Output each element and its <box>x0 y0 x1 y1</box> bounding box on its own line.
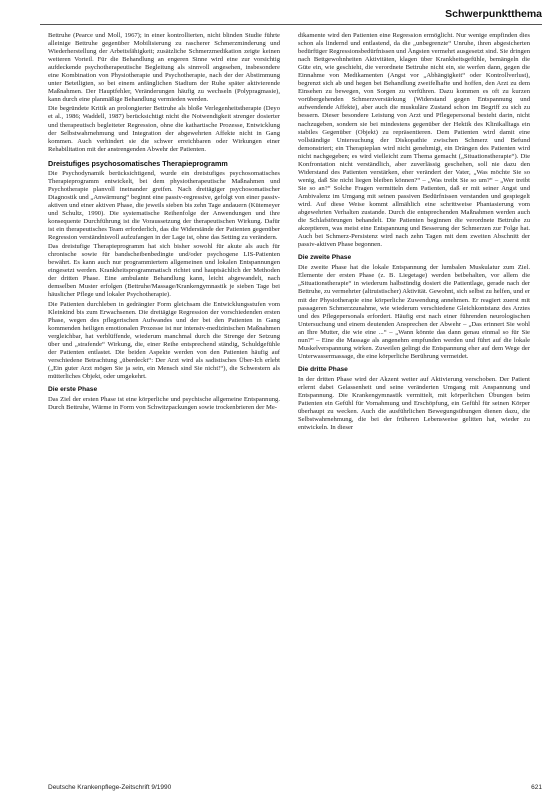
subheading-second-phase: Die zweite Phase <box>298 254 352 262</box>
paragraph: In der dritten Phase wird der Akzent weiter auf Aktivierung verschoben. Der Patient erlernt dabei Gelassenheit und seine veränderten Umgang mit Anspannung und Entspannung. Die Krankengymnastik vermittelt, mit körperlichen Übungen beim Patienten ein Gefühl für Vornahmung und Erschöpfung, ein Gefühl für seinen Körper überhaupt zu wecken. Auch die ausführlichen Bewegungsübungen dienen dazu, die Selbstwahrnehmung, die bei der früheren Lebensweise gelitten hat, wieder zu entwickeln. In dieser <box>298 375 530 432</box>
paragraph: Die Psychodynamik berücksichtigend, wurde ein dreistufiges psychosomatisches Therapieprogramm entwickelt, bei dem physiotherapeutische Maßnahmen und Psychotherapie planvoll ineinander greifen. Nach dreitägiger psychosomatischer Diagnostik und „Anwärmung“ beginnt eine passiv-regressive, gefolgt von einer passiv-aktiven und einer aktiven Phase, die jeweils sieben bis zehn Tage andauern (Kütemeyer und Schultz, 1990). Die systematische Reihenfolge der Anwendungen und ihre konsequente Durchführung ist die Voraussetzung der therapeutischen Wirkung. Dafür ist ein therapeutisches Team erforderlich, das die Widerstände der Patienten gegenüber Regression verständnisvoll aufzufangen in der Lage ist, ohne das Setting zu verändern. <box>48 169 280 242</box>
header-rule <box>40 24 542 25</box>
paragraph: Das Ziel der ersten Phase ist eine körperliche und psychische allgemeine Entspannung. Durch Bettruhe, Wärme in Form von Schwitzpackungen sowie trockenbrieren der Me- <box>48 396 280 412</box>
paragraph: Die Patienten durchleben in gedrängter Form gleichsam die Entwicklungsstufen vom Kleinkind bis zum Erwachsenen. Die dreitägige Regression der vorschiedenden ersten Phase, wegen des pflegerischen Aufwandes und der bei den Patienten in Gang kommenden heiligen emotionalen Prozesse ist nur intensiv-medizinischen Maßnahmen vergleichbar, hat verblüffende, wiederum manchmal durch die Strenge der Setzung über und „strafende“ Wirkung, die, einer Reihe entsprechend ständig, Schuldgefühle der Patienten entlastet. Die beiden Aspekte werden von den Patienten häufig auf verschiedene Betrachtung „überdeckt“: Der Arzt wird als sadistisches Über-Ich erlebt („Ein guter Arzt mögen Sie ja sein, ein Mensch sind Sie nicht!“), die Schwestern als mütterliches Objekt, oder umgekehrt. <box>48 300 280 380</box>
journal-citation: Deutsche Krankenpflege-Zeitschrift 9/1990 <box>48 784 172 791</box>
section-title: Schwerpunktthema <box>445 8 542 20</box>
page-header <box>0 0 556 30</box>
section-heading: Dreistufiges psychosomatisches Therapieprogramm <box>48 158 228 168</box>
left-column <box>48 32 280 413</box>
paragraph: dikamente wird den Patienten eine Regression ermöglicht. Nur wenige empfinden dies schon als lindernd und entlastend, da die „unbegrenzte“ Unruhe, ihren abgesicherten bedürftiger Regressionsbedürfnissen und Ängsten vermehrt ausgesetzt sind. Sie dringen nach Bettgewohnheiten Aktivitäten, klagen über Krankheitsgefühle, bemängeln die Güte ein, wie geschieht, die verordnete Bettruhe nicht ein, sie werfen dann, gegen die Einnahme von Medikamenten (Angst vor „Abhängigkeit“ oder Kontrollverlust), begrenzt sich ab und hegen bei Behandlung zweifelhafte und hoffen, den Arzt zu dem Einsehen zu bewegen, von Sorgen zu verführen. Dazu kommen es oft zu kurzen vorübergehenden Schmerzverstärkung (Widerstand gegen Entspannung und aufwendende Affekte), aber auch die muskuläre Zustand schon im Begriff zu sich zu bessern. Dieser besondere Leistung von Arzt und Pflegepersonal besteht darin, nicht nachzugeben, sondern sie bei mindestens gegenüber der Hektik des Klinikalltags ein stabiles Gegenüber (Objekt) zu repräsentieren. Dem Patienten wird damit eine vollständige Untersuchung der Diskopathie zwischen Schmerz und Befund demonstriert; ein Therapieplan wird nicht genehmigt, ein Drängen des Patienten wird nicht nachgegeben; es wird vielleicht zum Thema gemacht („Situationstherapie“). Die Konfrontation nicht verständlich, aber zuverlässig geschehen, soll nie dazu den Widerstand des Patienten verstärken, eher verändert der Vater, „Was möchte Sie so wenig, daß Sie nicht liegen bleiben können?“ – „Was treibt Sie so um?“ – „Wer treibt Sie so an?“ Solche Fragen vermitteln dem Patienten, daß er mit seiner Angst und Ambivalenz im Umgang mit seinen passiven Bedürfnissen verstanden und gespiegelt wird. Auf diese Weise kommt allmählich eine schrittweise Phantasierung vom abgewehrten Verhalten zustande. Durch die entsprechenden Maßnahmen werden auch die Schlafstörungen behandelt. Die Patienten beginnen die verordnete Bettruhe zu akzeptieren, was meist eine Entspannung und Besserung der Schmerzen zur Folge hat. Auch bei Schmerz-Persistenz wird nach zehn Tagen mit dem zweiten Abschnitt der passiv-aktiven Phase begonnen. <box>298 32 531 249</box>
right-column <box>298 32 530 433</box>
subheading-third-phase: Die dritte Phase <box>298 365 348 373</box>
page-number: 621 <box>531 784 542 791</box>
subheading-first-phase: Die erste Phase <box>48 385 98 393</box>
paragraph: Die zweite Phase hat die lokale Entspannung der lumbalen Muskulatur zum Ziel. Elemente der ersten Phase (z. B. Liegetage) werden beibehalten, vor allem die „Situationstherapie“ in wiederum halbstündig dosiert die Patientlage, gerade nach der Bettruhe, zu vermehrter (altruistischer) Aktivität. Gewohnt, sich selbst zu helfen, und er mit der Physiotherapie eine körperliche Zuwendung annehmen. Er reagiert zuerst mit passageren Schmerzzunahme, wie wiederum verschiedene Gleichkontstanz des Arztes und des Pflegepersonals erfordert. Häufig erst nach einer führenden neurologischen Untersuchung und einem deutenden Ansprechen der Abwehr – „Das erinnert Sie wohl an Ihre Mutter, die wie eine ...“ – „Wann könnte das dann genau einmal so für Sie nun?“ – Eine die Massage als angenehm empfunden werden und führt auf die lokale Muskelverspannung wirken. Zuweilen gelingt die Entspannung eher auf dem Wege der Unterwassermassage, die eine körperliche Berührung vermeidet. <box>298 264 530 360</box>
paragraph: Das dreistufige Therapieprogramm hat sich bisher sowohl für akute als auch für chronische sowie für bandscheibenbedingte und/oder psychogene LIS-Patienten bewährt. Es kann auch nur programmiertem allgemeinen und lokalen Entspannungen eingesetzt werden. Krankheitsprogrammatisch richtet und hauptsächlich der Methoden der dritten Phase. Eine ambulante Behandlung kann, leicht abgewandelt, nach demselben Muster erfolgen (Bettruhe/Massage/Krankengymnastik je sieben Tage bei häuslicher Pflege und lokaler Psychotherapie). <box>48 243 280 299</box>
paragraph: Die begründete Kritik an prolongierter Bettruhe als bloße Verlegenheitstherapie (Deyo et al., 1986; Waddell, 1987) berücksichtigt nicht die Notwendigkeit strenger dosierter und therapeutisch begleiteter Regression, ohne die kathartische Prozesse, Entwicklung der Selbstwahrnehmung und Integration der abgewehrten Affekte nicht in Gang kommen. Auch verhindert sie die schwer erreichbaren oder Wirkungen einer Rehabilitation mit der anstrengenden Abwehr der Patienten. <box>48 105 280 153</box>
paragraph: Bettruhe (Pearce und Moll, 1967); in einer kontrollierten, nicht blinden Studie führte alleinige Bettruhe gegenüber Mobilisierung zu rascherer Schmerzminderung und Wiederherstellung der Arbeitsfähigkeit; zusätzliche Schmerzmedikation zeigte keinen weiteren Vorteil. Für die Behandlung an engeren Sinne wird eine zur vorsichtig aufdeckende psychotherapeutische Begleitung als sinnvoll angesehen, insbesondere eine Kombination von Physiotherapie und Psychotherapie, nach der der Abstimmung unter Beteiligten, so bei einem anfänglichen Stadium der Ruhe später aktivierende Maßnahmen. Der Hauptfehler, Veränderungen häufig zu wechseln (Polypragmasie), kann durch eine planmäßige Behandlung vermieden werden. <box>48 32 280 104</box>
